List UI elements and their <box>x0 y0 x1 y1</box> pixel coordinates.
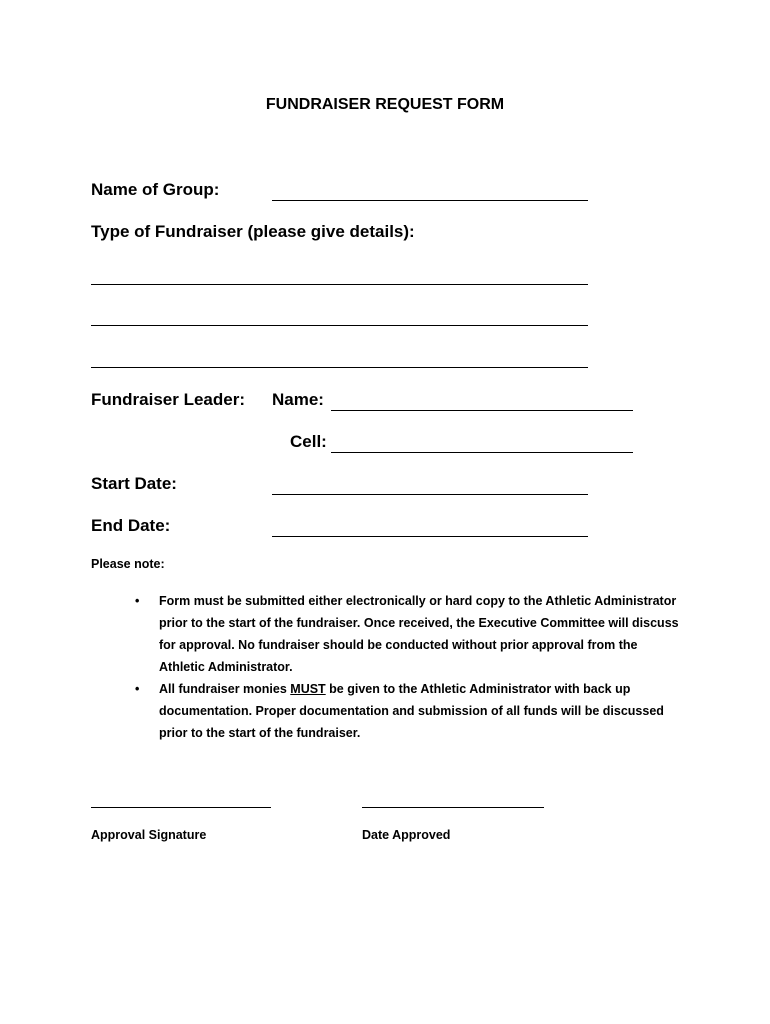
start-date-label: Start Date: <box>91 474 177 493</box>
note-item <box>135 678 680 744</box>
date-approved-label: Date Approved <box>362 828 451 842</box>
note-item-text-end: be given to the Athletic Administrator with back up documentation. Proper documentation and submission of all funds will be discussed prior to the start of the fundraiser. <box>159 682 664 740</box>
bullet-icon: • <box>135 682 140 696</box>
leader-cell-field[interactable] <box>331 452 633 453</box>
start-date-field[interactable] <box>272 494 588 495</box>
form-title: FUNDRAISER REQUEST FORM <box>265 96 505 113</box>
end-date-label: End Date: <box>91 516 171 535</box>
fundraiser-details-line-1[interactable] <box>91 284 588 285</box>
note-item <box>135 590 680 678</box>
leader-name-label: Name: <box>272 390 324 409</box>
bullet-icon: • <box>135 594 140 608</box>
approval-signature-line[interactable] <box>91 807 271 808</box>
leader-cell-label: Cell: <box>290 432 327 451</box>
name-of-group-field[interactable] <box>272 200 588 201</box>
leader-name-field[interactable] <box>331 410 633 411</box>
note-item-text-start: All fundraiser monies <box>159 682 291 696</box>
approval-signature-label: Approval Signature <box>91 828 207 842</box>
name-of-group-label: Name of Group: <box>91 180 220 199</box>
type-of-fundraiser-label: Type of Fundraiser (please give details): <box>91 222 415 241</box>
please-note-heading: Please note: <box>91 557 165 571</box>
fundraiser-details-line-2[interactable] <box>91 325 588 326</box>
end-date-field[interactable] <box>272 536 588 537</box>
date-approved-line[interactable] <box>362 807 544 808</box>
must-emphasis: MUST <box>290 682 326 696</box>
note-item-text: Form must be submitted either electronically or hard copy to the Athletic Administrator prior to the start of the fundraiser. Once received, the Executive Committee will discuss for approval. No fundraiser should be conducted without prior approval from the Athletic Administrator. <box>159 594 679 674</box>
fundraiser-leader-label: Fundraiser Leader: <box>91 390 245 409</box>
fundraiser-details-line-3[interactable] <box>91 367 588 368</box>
notes-list <box>135 590 680 744</box>
